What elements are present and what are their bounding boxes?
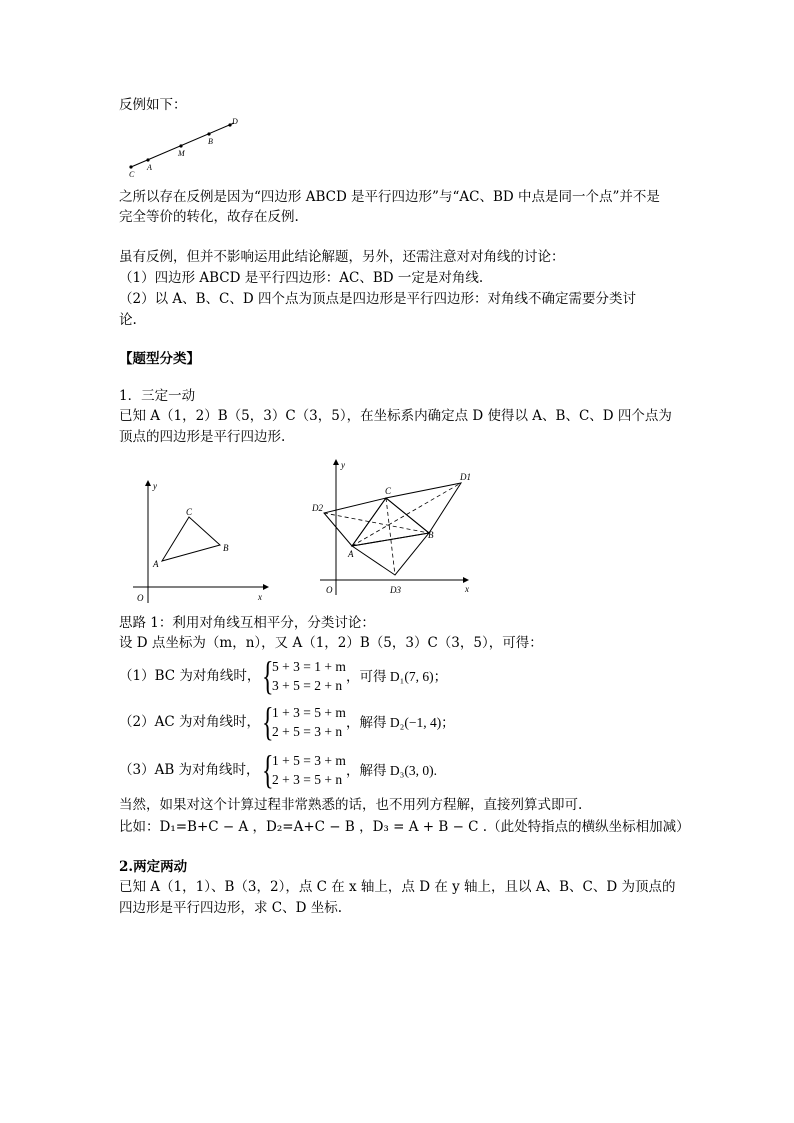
point-b [207, 132, 210, 135]
case2-label: （2）AC 为对角线时， [119, 714, 260, 730]
type2-problem-line-1: 已知 A（1，1）、B（3，2），点 C 在 x 轴上，点 D 在 y 轴上，且以 A、B、C、D 为顶点的 [119, 879, 676, 895]
triangle-abc-figure [128, 475, 273, 607]
origin-label: O [137, 593, 144, 603]
case3-equation-2: 2 + 3 = 5 + n [272, 772, 343, 787]
origin-label: O [326, 585, 333, 595]
label-a: A [153, 559, 159, 569]
label-b: B [223, 543, 229, 553]
label-d2: D2 [312, 503, 323, 513]
label-b: B [208, 137, 213, 146]
note-line-1: 虽有反例，但并不影响运用此结论解题，另外，还需注意对对角线的讨论： [119, 249, 565, 265]
label-b: B [428, 530, 434, 540]
remark-line-1: 当然，如果对这个计算过程非常熟悉的话，也不用列方程解，直接列算式即可. [119, 797, 583, 813]
note-line-4: 论. [119, 312, 137, 328]
type1-title: 1．三定一动 [119, 388, 196, 404]
note-line-2: （1）四边形 ABCD 是平行四边形：AC、BD 一定是对角线. [119, 270, 484, 286]
case1-equation-1: 5 + 3 = 1 + m [272, 659, 346, 674]
label-m: M [178, 149, 185, 158]
label-c: C [129, 170, 135, 179]
triangle-abc [162, 517, 220, 561]
collinear-points-figure [120, 115, 250, 180]
reason-line-2: 完全等价的转化，故存在反例. [119, 209, 299, 225]
point-m [179, 144, 182, 147]
label-c: C [186, 507, 193, 517]
type1-problem-line-1: 已知 A（1，2）B（5，3）C（3，5），在坐标系内确定点 D 使得以 A、B、C、D 四个点为 [119, 408, 672, 424]
case3-equation-1: 1 + 5 = 3 + m [272, 753, 346, 768]
parallelogram-cases-figure [308, 455, 483, 603]
axis-label-y: y [341, 460, 345, 470]
label-a: A [348, 549, 354, 559]
case3-label: （3）AB 为对角线时， [119, 762, 260, 778]
case1-label: （1）BC 为对角线时， [119, 668, 261, 684]
axis-label-x: x [465, 584, 469, 594]
case2-result: ，解得 D₂(−1, 4)； [346, 715, 455, 730]
label-d: D [232, 117, 238, 126]
point-c [129, 165, 132, 168]
idea-line-1: 思路 1：利用对角线互相平分，分类讨论： [119, 615, 375, 631]
case1-result: ，可得 D₁(7, 6)； [346, 669, 448, 684]
axis-label-y: y [153, 481, 157, 491]
reason-line-1: 之所以存在反例是因为“四边形 ABCD 是平行四边形”与“AC、BD 中点是同一个点”并不是 [119, 189, 660, 205]
type1-problem-line-2: 顶点的四边形是平行四边形. [119, 429, 286, 445]
idea-line-2: 设 D 点坐标为（m，n），又 A（1，2）B（5，3）C（3，5），可得： [119, 635, 543, 651]
case1-equation-2: 3 + 5 = 2 + n [272, 678, 343, 693]
case2-equation-1: 1 + 3 = 5 + m [272, 705, 346, 720]
case3-result: ，解得 D₃(3, 0). [346, 763, 437, 778]
remark-line-2: 比如：D₁=B+C − A ，D₂=A+C − B ，D₃ = A + B − C .（此处特指点的横纵坐标相加减） [119, 819, 690, 835]
type2-problem-line-2: 四边形是平行四边形，求 C、D 坐标. [119, 900, 343, 916]
label-c: C [385, 486, 392, 496]
case2-brace: { [262, 699, 274, 744]
case2-equation-2: 2 + 5 = 3 + n [272, 724, 343, 739]
label-d3: D3 [390, 585, 401, 595]
case3-brace: { [262, 747, 274, 792]
case1-brace: { [262, 653, 274, 698]
counter-example-label: 反例如下： [119, 97, 187, 113]
parallelogram-ad2cb [324, 498, 429, 546]
point-a [146, 158, 149, 161]
type2-title: 2.两定两动 [119, 859, 188, 875]
axis-label-x: x [258, 592, 262, 602]
note-line-3: （2）以 A、B、C、D 四个点为顶点是四边形是平行四边形：对角线不确定需要分类讨 [119, 291, 636, 307]
label-a: A [147, 163, 152, 172]
label-d1: D1 [460, 472, 471, 482]
section-heading: 【题型分类】 [119, 351, 200, 367]
